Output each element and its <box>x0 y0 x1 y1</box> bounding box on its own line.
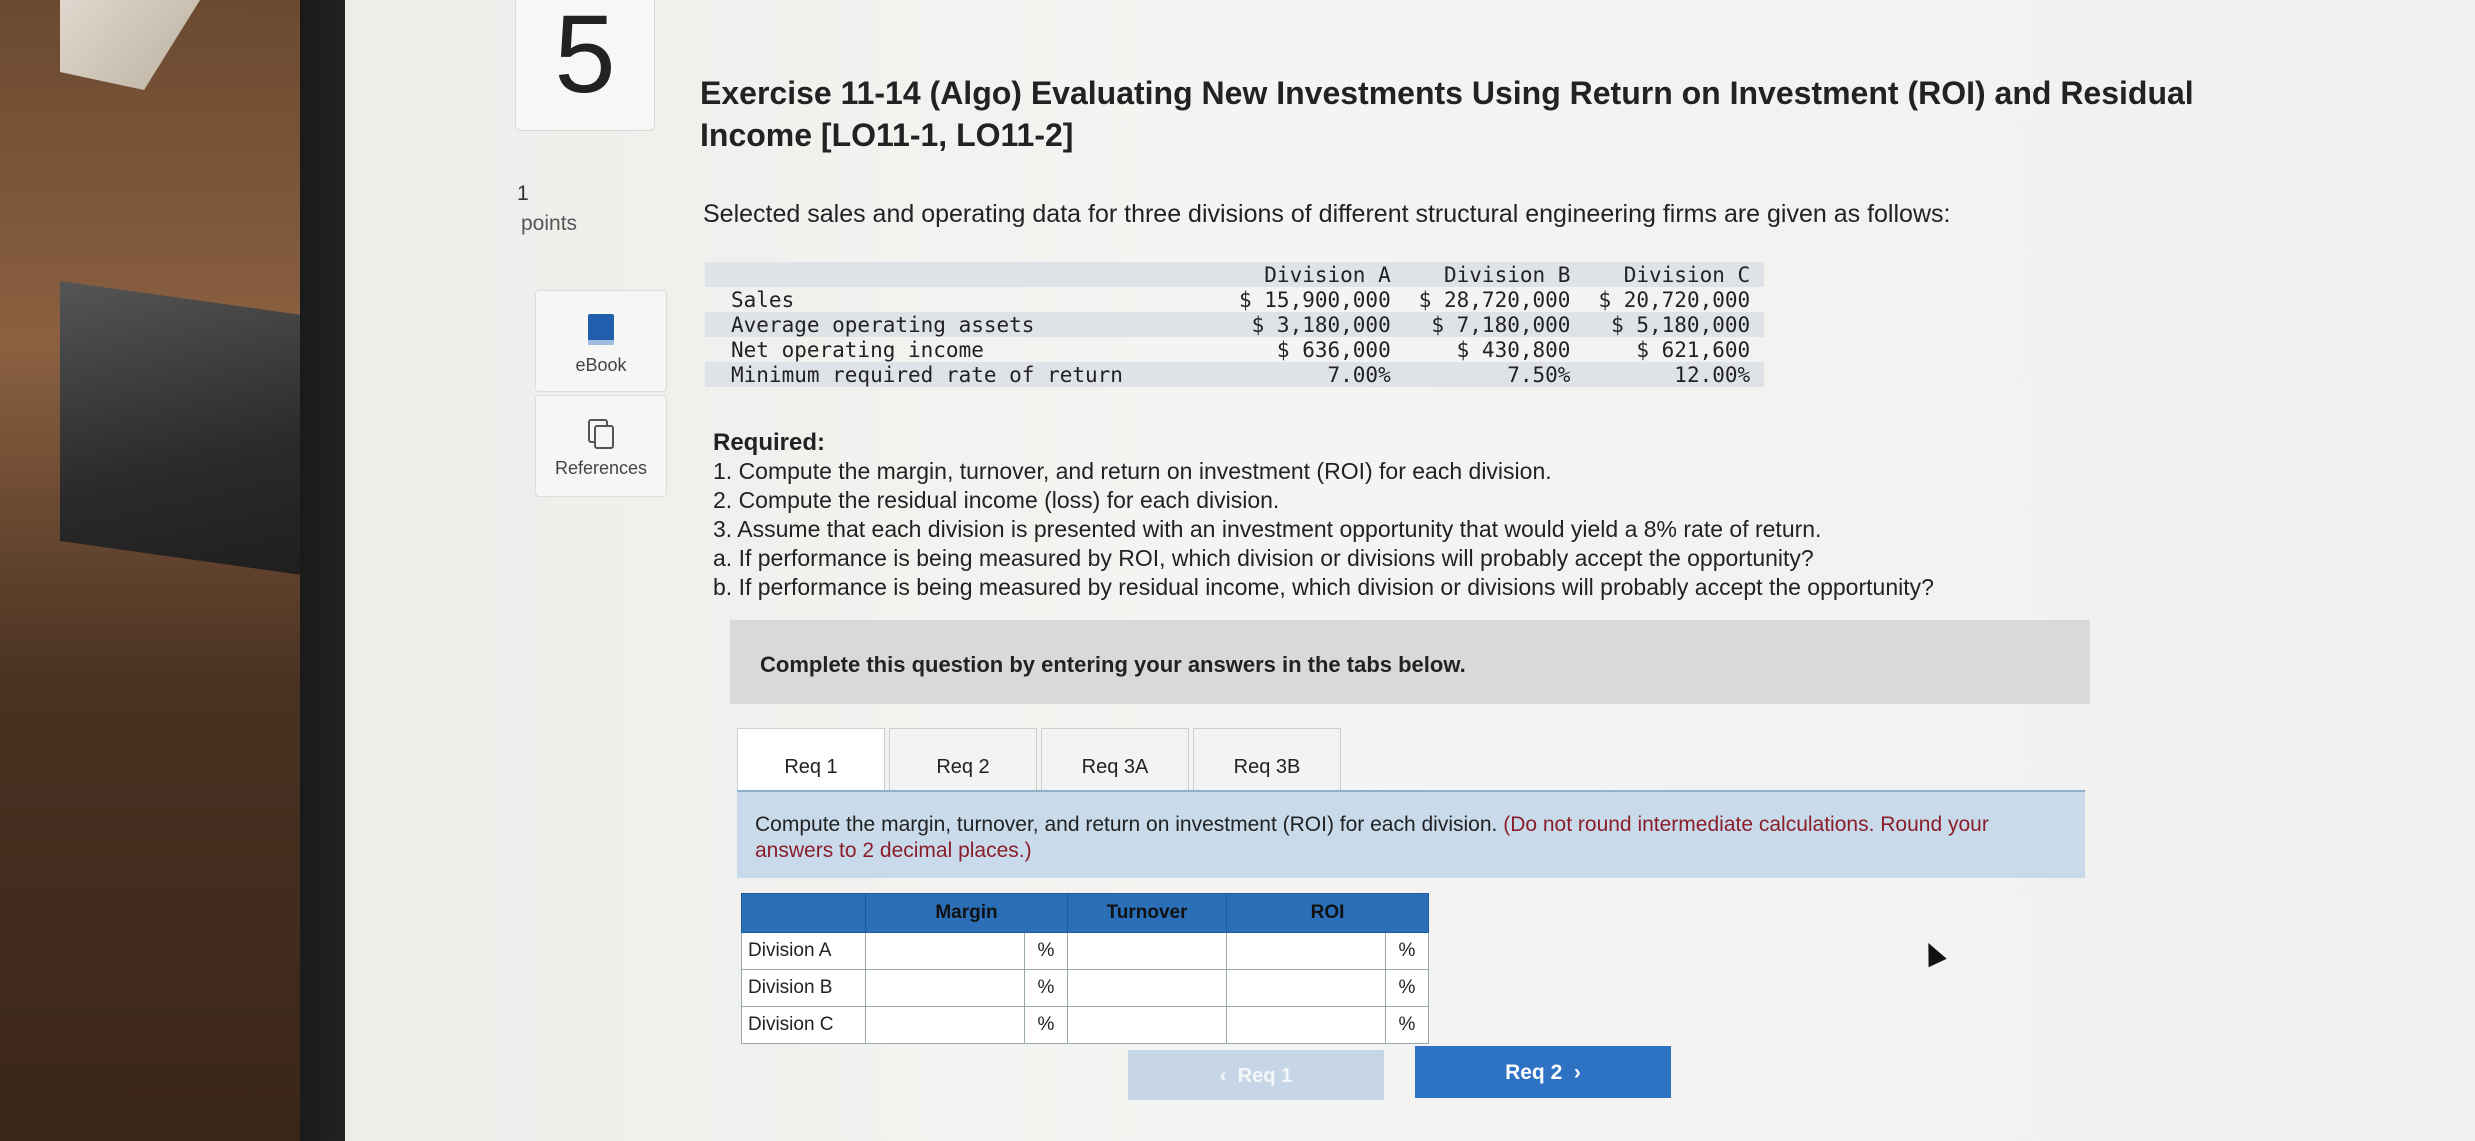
next-req-button[interactable] <box>1415 1046 1671 1098</box>
chevron-right-icon: › <box>1562 1061 1581 1084</box>
exercise-title: Exercise 11-14 (Algo) Evaluating New Investments Using Return on Investment (ROI) and Residual Income [LO11-1, LO11-2] <box>700 75 2194 153</box>
instruction-box <box>737 790 2085 878</box>
data-header-row <box>705 262 1764 287</box>
intro-text: Selected sales and operating data for three divisions of different structural engineering firms are given as follows: <box>703 200 1951 228</box>
header-roi: ROI <box>1227 894 1429 933</box>
data-row-min-return: Minimum required rate of return 7.00% 7.50% 12.00% <box>705 362 1764 387</box>
required-item-1: 1. Compute the margin, turnover, and return on investment (ROI) for each division. <box>713 458 1552 484</box>
header-division-c: Division C <box>1584 262 1764 287</box>
answer-row-division-c: Division C % % <box>742 1007 1429 1044</box>
background-laptop <box>60 281 330 579</box>
book-icon <box>586 313 616 347</box>
header-division-b: Division B <box>1405 262 1585 287</box>
ebook-button[interactable] <box>535 290 667 392</box>
required-heading: Required: <box>713 429 826 456</box>
header-turnover: Turnover <box>1068 894 1227 933</box>
screen <box>345 0 2475 1141</box>
required-item-3: 3. Assume that each division is presented with an investment opportunity that would yield a 8% rate of return. <box>713 516 1822 542</box>
required-item-2: 2. Compute the residual income (loss) for each division. <box>713 487 1280 513</box>
margin-input-division-a[interactable] <box>866 935 1024 967</box>
required-item-3b: b. If performance is being measured by residual income, which division or divisions will probably accept the opportunity? <box>713 574 1934 600</box>
data-row-income: Net operating income $ 636,000 $ 430,800 $ 621,600 <box>731 337 1751 362</box>
tab-req-3b[interactable]: Req 3B <box>1193 728 1341 804</box>
tab-req-2[interactable]: Req 2 <box>889 728 1037 804</box>
roi-input-division-b[interactable] <box>1227 972 1385 1004</box>
margin-input-division-c[interactable] <box>866 1009 1024 1041</box>
required-item-3a: a. If performance is being measured by ROI, which division or divisions will probably accept the opportunity? <box>713 545 1814 571</box>
references-button[interactable] <box>535 395 667 497</box>
points-label: points <box>521 212 578 235</box>
instruction-main: Compute the margin, turnover, and return on investment (ROI) for each division. <box>755 813 1498 836</box>
references-label: References <box>554 458 648 478</box>
roi-input-division-a[interactable] <box>1227 935 1385 967</box>
instruction-note: (Do not round intermediate calculations. Round your answers to 2 decimal places.) <box>755 813 1989 862</box>
answer-table <box>741 893 1429 1044</box>
required-section <box>713 428 1934 602</box>
complete-prompt: Complete this question by entering your answers in the tabs below. <box>730 620 2090 704</box>
question-number: 5 <box>515 0 655 131</box>
turnover-input-division-b[interactable] <box>1068 972 1226 1004</box>
header-margin: Margin <box>866 894 1068 933</box>
turnover-input-division-a[interactable] <box>1068 935 1226 967</box>
chevron-left-icon: ‹ <box>1219 1065 1238 1087</box>
tab-req-3a[interactable]: Req 3A <box>1041 728 1189 804</box>
next-req-label: Req 2 <box>1505 1061 1563 1084</box>
data-row-sales: Sales $ 15,900,000 $ 28,720,000 $ 20,720,000 <box>731 287 1751 312</box>
data-row-assets: Average operating assets $ 3,180,000 $ 7,180,000 $ 5,180,000 <box>705 312 1764 337</box>
prev-req-label: Req 1 <box>1237 1065 1293 1087</box>
header-division-a: Division A <box>1225 262 1405 287</box>
answer-row-division-a: Division A % % <box>742 933 1429 970</box>
points-value: 1 <box>517 182 529 205</box>
turnover-input-division-c[interactable] <box>1068 1009 1226 1041</box>
prev-req-button[interactable] <box>1128 1050 1384 1100</box>
ebook-label: eBook <box>575 355 627 375</box>
answer-header-row <box>742 894 1429 933</box>
mouse-cursor-icon <box>1919 939 1946 967</box>
tab-req-1[interactable]: Req 1 <box>737 728 885 810</box>
roi-input-division-c[interactable] <box>1227 1009 1385 1041</box>
documents-icon <box>586 418 616 450</box>
answer-row-division-b: Division B % % <box>742 970 1429 1007</box>
division-data-table <box>705 262 1764 387</box>
margin-input-division-b[interactable] <box>866 972 1024 1004</box>
